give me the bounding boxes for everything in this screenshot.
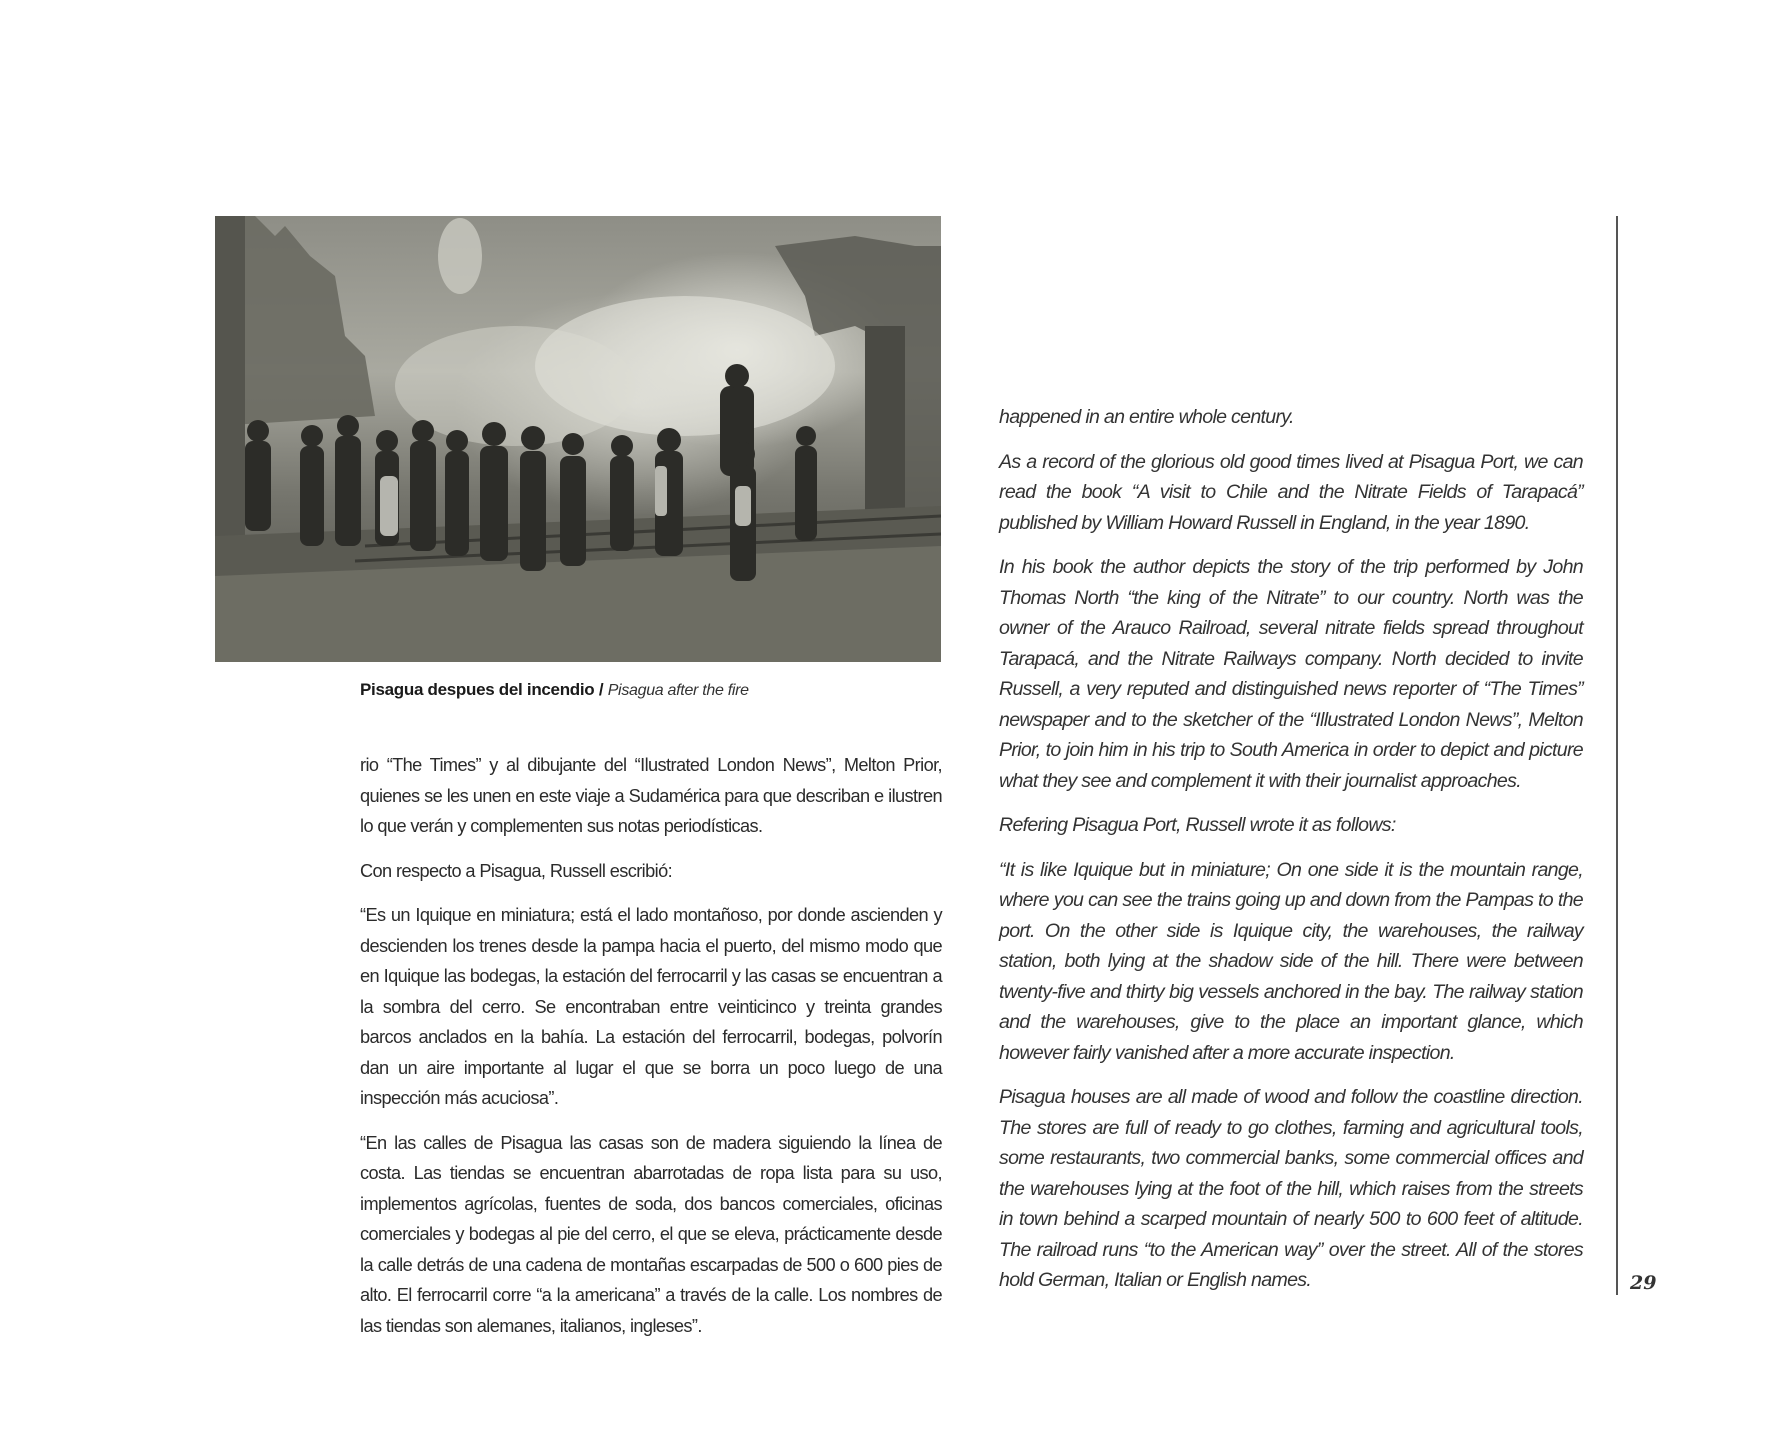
paragraph: “It is like Iquique but in miniature; On one side it is the mountain range, where you can see the trains going up and down from the Pampas to the port. On the other side is Iquique city, the warehouses, the railway station, both lying at the shadow side of the hill. There were between twenty-five and thirty big vessels anchored in the bay. The railway station and the warehouses, give to the place an important glance, which however fairly vanished after a more accurate inspection. [999,858,1583,1064]
photo-illustration [215,216,941,662]
paragraph: rio “The Times” y al dibujante del “Ilustrated London News”, Melton Prior, quienes se les unen en este viaje a Sudamérica para que describan e ilustren lo que verán y complementen sus notas periodísticas. [360,755,942,836]
paragraph: “En las calles de Pisagua las casas son de madera siguiendo la línea de costa. Las tiendas se encuentran abarrotadas de ropa lista para su uso, implementos agrícolas, fuentes de soda, dos bancos comerciales, oficinas comerciales y bodegas al pie del cerro, el que se eleva, prácticamente desde la calle detrás de una cadena de montañas escarpadas de 500 o 600 pies de alto. El ferrocarril corre “a la americana” a través de la calle. Los nombres de las tiendas son alemanes, italianos, ingleses”. [360,1132,942,1336]
photo-caption [360,680,749,700]
historic-photo [215,216,941,662]
page-number: 29 [1630,1272,1657,1294]
paragraph: As a record of the glorious old good times lived at Pisagua Port, we can read the book “A visit to Chile and the Nitrate Fields of Tarapacá” published by William Howard Russell in England, in the year 1890. [999,450,1583,534]
paragraph: Refering Pisagua Port, Russell wrote it as follows: [999,814,1396,836]
english-text-column [999,402,1583,1310]
paragraph: happened in an entire whole century. [999,406,1294,428]
caption-spanish: Pisagua despues del incendio / [360,680,604,699]
paragraph: In his book the author depicts the story of the trip performed by John Thomas North “the king of the Nitrate” to our country. North was the owner of the Arauco Railroad, several nitrate fields spread throughout Tarapacá, and the Nitrate Railways company. North decided to invite Russell, a very reputed and distinguished news reporter of “The Times” newspaper and to the sketcher of the “Illustrated London News”, Melton Prior, to join him in his trip to South America in order to depict and picture what they see and complement it with their journalist approaches. [999,556,1583,792]
spanish-text-column [360,750,942,1355]
paragraph: “Es un Iquique en miniatura; está el lado montañoso, por donde ascienden y descienden los trenes desde la pampa hacia el puerto, del mismo modo que en Iquique las bodegas, la estación del ferrocarril y las casas se encuentran a la sombra del cerro. Se encontraban entre veinticinco y treinta grandes barcos anclados en la bahía. La estación del ferrocarril, bodegas, polvorín dan un aire importante al lugar el que se borra un poco luego de una inspección más acuciosa”. [360,905,942,1108]
caption-english: Pisagua after the fire [607,682,749,699]
paragraph: Con respecto a Pisagua, Russell escribió: [360,860,673,881]
margin-rule [1616,216,1618,1295]
paragraph: Pisagua houses are all made of wood and follow the coastline direction. The stores are full of ready to go clothes, farming and agricultural tools, some restaurants, two commercial banks, some commercial offices and the warehouses lying at the foot of the hill, which raises from the streets in town behind a scarped mountain of nearly 500 to 600 feet of altitude. The railroad runs “to the American way” over the street. All of the stores hold German, Italian or English names. [999,1086,1583,1291]
